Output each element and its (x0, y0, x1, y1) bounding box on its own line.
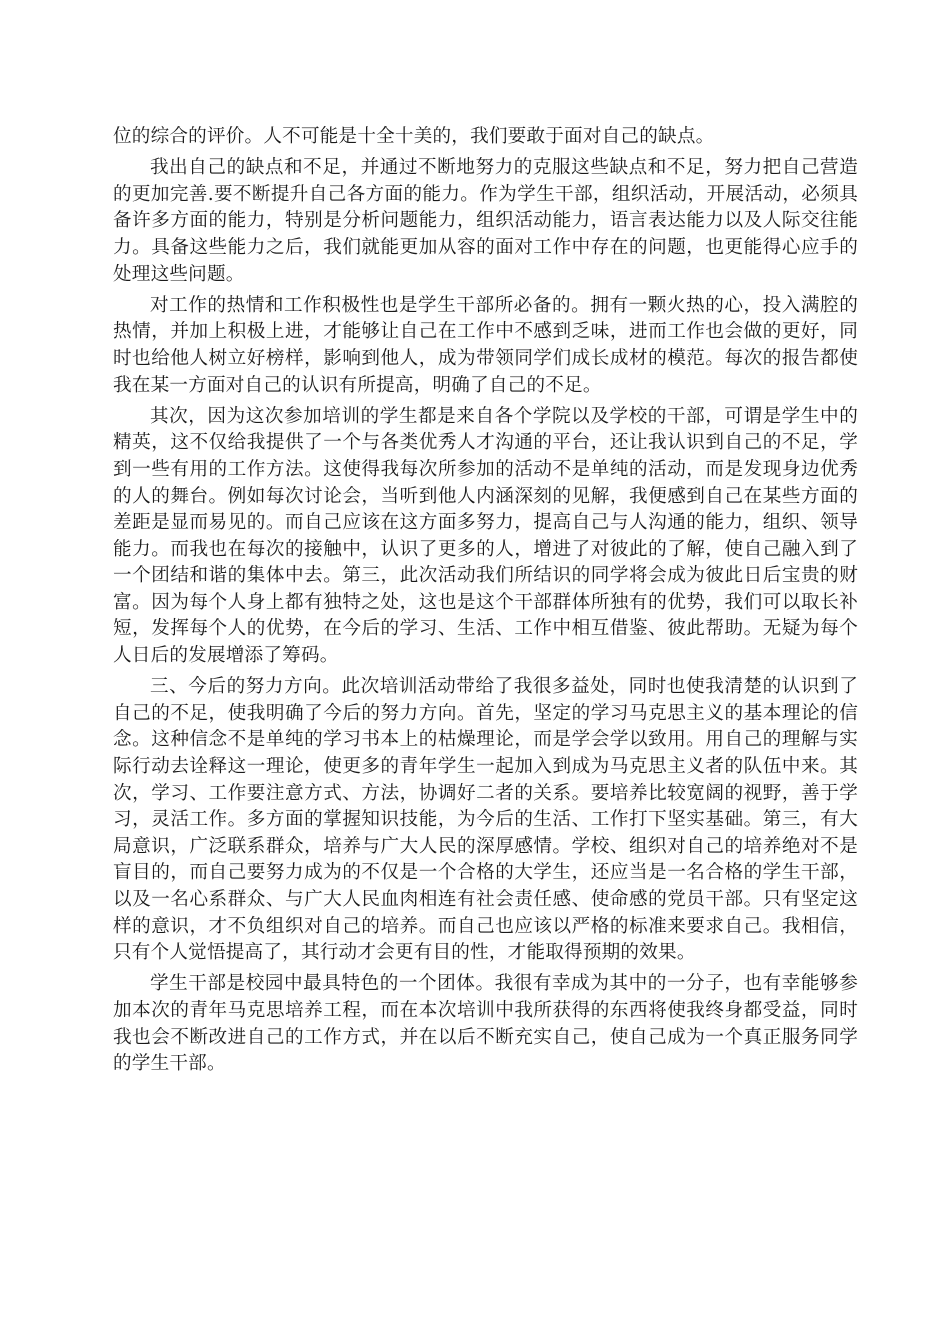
paragraph-shortcomings: 我出自己的缺点和不足，并通过不断地努力的克服这些缺点和不足，努力把自己营造的更加完善.要不断提升自己各方面的能力。作为学生干部，组织活动，开展活动，必须具备许多方面的能力，特别是分析问题能力，组织活动能力，语言表达能力以及人际交往能力。具备这些能力之后，我们就能更加从容的面对工作中存在的问题，也更能得心应手的处理这些问题。 (113, 157, 858, 285)
paragraph-secondly: 其次，因为这次参加培训的学生都是来自各个学院以及学校的干部，可谓是学生中的精英，这不仅给我提供了一个与各类优秀人才沟通的平台，还让我认识到自己的不足，学到一些有用的工作方法。这使得我每次所参加的活动不是单纯的活动，而是发现身边优秀的人的舞台。例如每次讨论会，当听到他人内涵深刻的见解，我便感到自己在某些方面的差距是显而易见的。而自己应该在这方面多努力，提高自己与人沟通的能力，组织、领导能力。而我也在每次的接触中，认识了更多的人，增进了对彼此的了解，使自己融入到了一个团结和谐的集体中去。第三，此次活动我们所结识的同学将会成为彼此日后宝贵的财富。因为每个人身上都有独特之处，这也是这个干部群体所独有的优势，我们可以取长补短，发挥每个人的优势，在今后的学习、生活、工作中相互借鉴、彼此帮助。无疑为每个人日后的发展增添了筹码。 (113, 405, 858, 667)
paragraph-evaluation-continued: 位的综合的评价。人不可能是十全十美的，我们要敢于面对自己的缺点。 (113, 126, 715, 147)
paragraph-conclusion: 学生干部是校园中最具特色的一个团体。我很有幸成为其中的一分子，也有幸能够参加本次的青年马克思培养工程，而在本次培训中我所获得的东西将使我终身都受益，同时我也会不断改进自己的工作方式，并在以后不断充实自己，使自己成为一个真正服务同学的学生干部。 (113, 973, 858, 1075)
paragraph-future-direction: 三、今后的努力方向。此次培训活动带给了我很多益处，同时也使我清楚的认识到了自己的不足，使我明确了今后的努力方向。首先，坚定的学习马克思主义的基本理论的信念。这种信念不是单纯的学习书本上的枯燥理论，而是学会学以致用。用自己的理解与实际行动去诠释这一理论，使更多的青年学生一起加入到成为马克思主义者的队伍中来。其次，学习、工作要注意方式、方法，协调好二者的关系。要培养比较宽阔的视野，善于学习，灵活工作。多方面的掌握知识技能，为今后的生活、工作打下坚实基础。第三，有大局意识，广泛联系群众，培养与广大人民的深厚感情。学校、组织对自己的培养绝对不是盲目的，而自己要努力成为的不仅是一个合格的大学生，还应当是一名合格的学生干部，以及一名心系群众、与广大人民血肉相连有社会责任感、使命感的党员干部。只有坚定这样的意识，才不负组织对自己的培养。而自己也应该以严格的标准来要求自己。我相信，只有个人觉悟提高了，其行动才会更有目的性，才能取得预期的效果。 (113, 676, 858, 964)
document-body (113, 124, 858, 1082)
paragraph-enthusiasm: 对工作的热情和工作积极性也是学生干部所必备的。拥有一颗火热的心，投入满腔的热情，并加上积极上进，才能够让自己在工作中不感到乏味，进而工作也会做的更好，同时也给他人树立好榜样，影响到他人，成为带领同学们成长成材的模范。每次的报告都使我在某一方面对自己的认识有所提高，明确了自己的不足。 (113, 294, 858, 396)
